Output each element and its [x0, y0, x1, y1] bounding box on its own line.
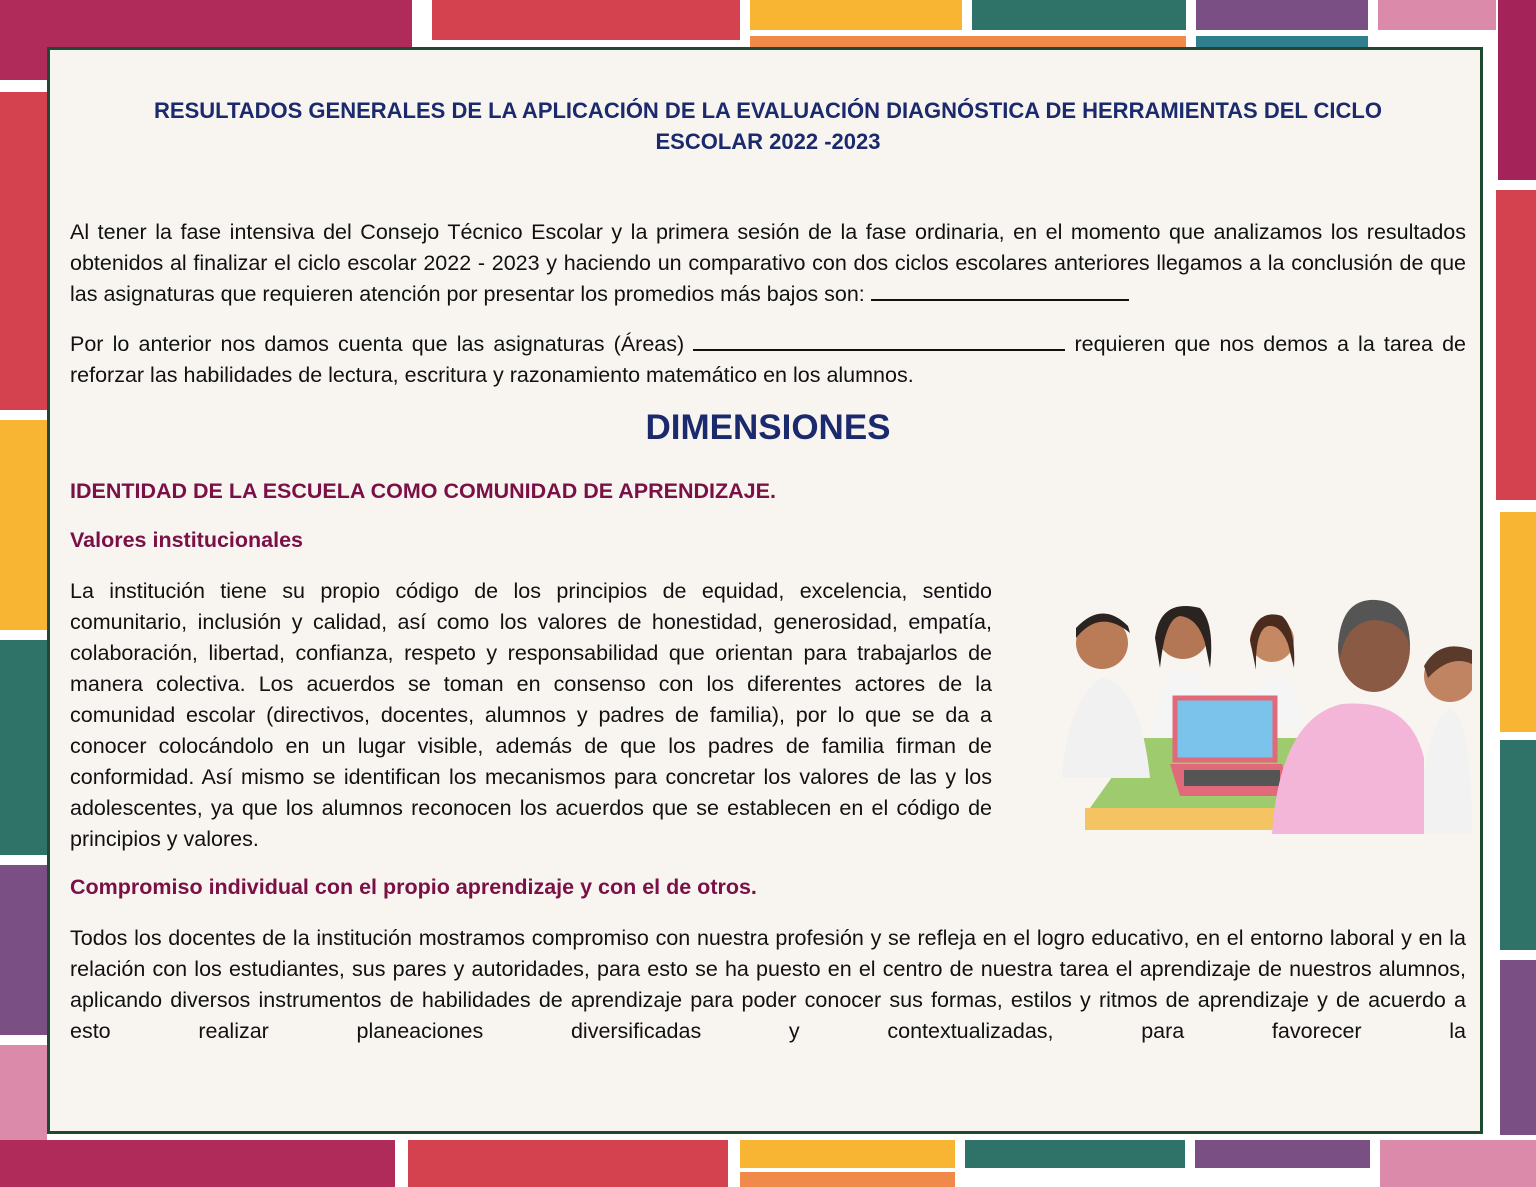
laptop-screen: [1175, 698, 1275, 760]
students-group-laptop-illustration: [1010, 578, 1472, 834]
dimensions-heading: DIMENSIONES: [645, 408, 891, 447]
subsection-values-heading: Valores institucionales: [70, 528, 304, 552]
mosaic-tile: [412, 0, 432, 40]
intro-paragraph-text: Al tener la fase intensiva del Consejo Técnico Escolar y la primera sesión de la fase ordinaria, en el momento que analizamos los resultados obtenidos al finalizar el ciclo escolar 2022 - 2023 y haciendo un comparativo con dos ciclos escolares anteriores llegamos a la conclusión de que las asignaturas que requieren atención por presentar los promedios más bajos son:: [70, 220, 1466, 306]
mosaic-tile: [1500, 740, 1536, 950]
document-title: RESULTADOS GENERALES DE LA APLICACIÓN DE LA EVALUACIÓN DIAGNÓSTICA DE HERRAMIENTAS DEL CICLO ESCOLAR 2022 -2023: [154, 98, 1382, 154]
mosaic-tile: [1496, 190, 1536, 500]
laptop-keyboard: [1184, 770, 1280, 786]
student-body: [1420, 708, 1472, 834]
document-page: [47, 47, 1483, 1134]
subsection-commitment-heading: Compromiso individual con el propio aprendizaje y con el de otros.: [70, 875, 757, 899]
mosaic-tile: [1378, 0, 1496, 30]
mosaic-tile: [0, 1140, 395, 1187]
areas-paragraph-after: requieren que nos demos a la tarea de reforzar las habilidades de lectura, escritura y razonamiento matemático en los alumnos.: [70, 332, 1466, 387]
fill-in-blank-areas[interactable]: [693, 329, 1065, 351]
commitment-paragraph: Todos los docentes de la institución mostramos compromiso con nuestra profesión y se refleja en el logro educativo, en el entorno laboral y en la relación con los estudiantes, sus pares y autoridades, para esto se ha puesto en el centro de nuestra tarea el aprendizaje de nuestros alumnos, aplicando diversos instrumentos de habilidades de aprendizaje para poder conocer sus formas, estilos y ritmos de aprendizaje y de acuerdo a esto realizar planeaciones diversificadas y contextualizadas, para favorecer la: [70, 926, 1466, 1043]
mosaic-tile: [1380, 1140, 1536, 1187]
mosaic-tile: [0, 865, 47, 1035]
intro-paragraph: [70, 217, 1466, 310]
mosaic-tile: [1196, 0, 1368, 30]
areas-paragraph-before: Por lo anterior nos damos cuenta que las asignaturas (Áreas): [70, 332, 685, 356]
section-heading: IDENTIDAD DE LA ESCUELA COMO COMUNIDAD DE APRENDIZAJE.: [70, 479, 776, 503]
mosaic-tile: [1500, 512, 1536, 732]
mosaic-tile: [408, 1140, 728, 1187]
mosaic-tile: [0, 92, 47, 410]
mosaic-tile: [965, 1140, 1185, 1168]
fill-in-blank-subjects[interactable]: [871, 279, 1129, 301]
mosaic-tile: [740, 1172, 955, 1187]
mosaic-tile: [972, 0, 1186, 30]
mosaic-tile: [1498, 0, 1536, 180]
mosaic-tile: [432, 0, 740, 40]
mosaic-tile: [740, 1140, 955, 1168]
mosaic-tile: [1195, 1140, 1370, 1168]
areas-paragraph: [70, 329, 1466, 391]
mosaic-tile: [0, 640, 47, 855]
mosaic-tile: [0, 420, 47, 630]
values-paragraph: La institución tiene su propio código de los principios de equidad, excelencia, sentido comunitario, inclusión y calidad, así como los valores de honestidad, generosidad, empatía, colaboración, libertad, confianza, respeto y responsabilidad que orientan para trabajarlos de manera colectiva. Los acuerdos se toman en consenso con los diferentes actores de la comunidad escolar (directivos, docentes, alumnos y padres de familia), por lo que se da a conocer colocándolo en un lugar visible, además de que los padres de familia firman de conformidad. Así mismo se identifican los mecanismos para concretar los valores de las y los adolescentes, ya que los alumnos reconocen los acuerdos que se establecen en el código de principios y valores.: [70, 579, 992, 851]
mosaic-tile: [750, 0, 962, 30]
student-body: [1062, 678, 1150, 778]
mosaic-tile: [1500, 960, 1536, 1135]
